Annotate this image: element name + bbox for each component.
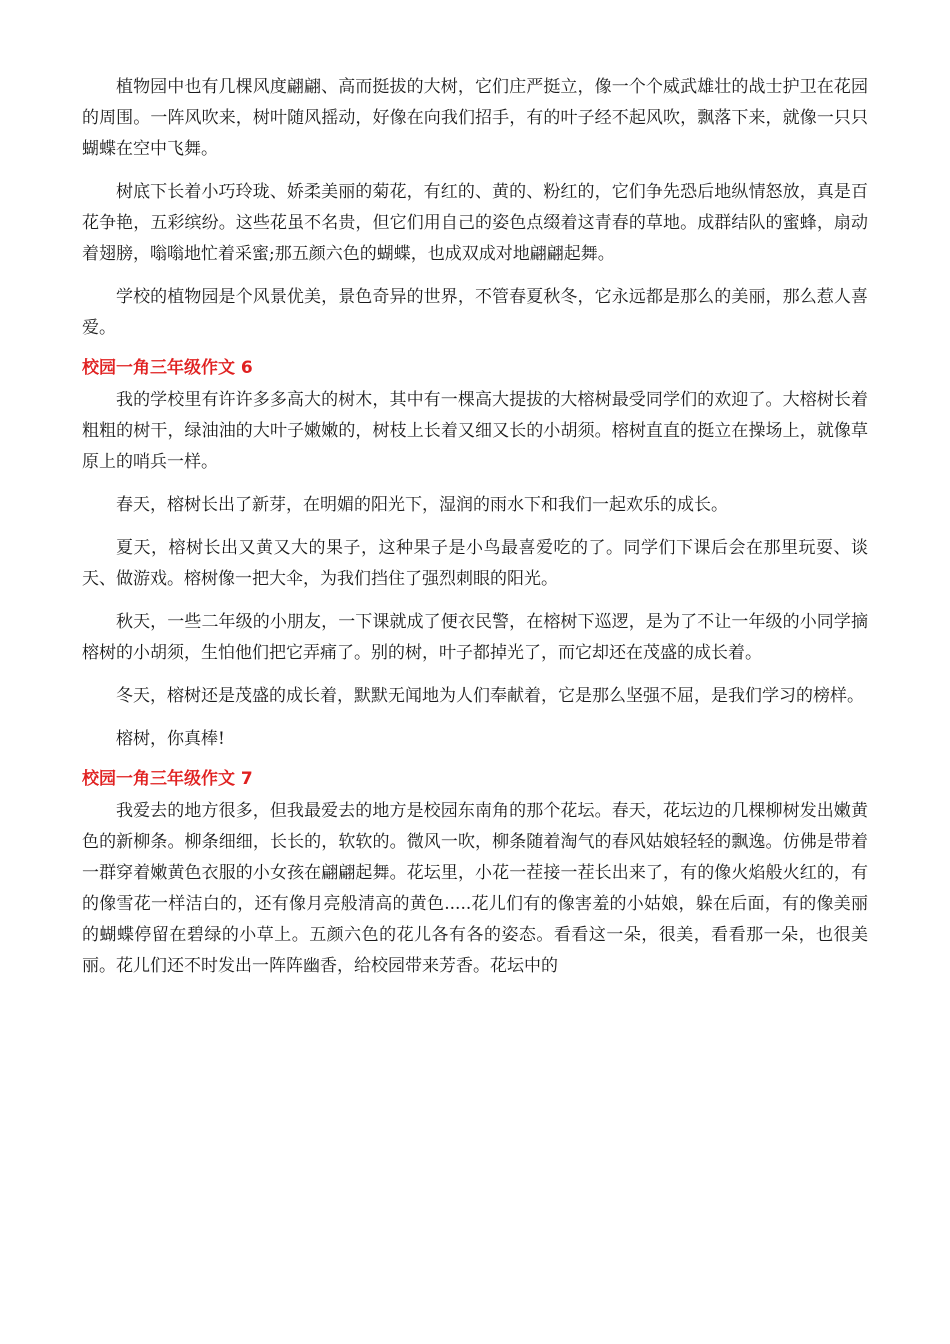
essay-7-title: 校园一角三年级作文 7 <box>82 769 253 789</box>
paragraph-essay6-3: 夏天，榕树长出又黄又大的果子，这种果子是小鸟最喜爱吃的了。同学们下课后会在那里玩耍、谈天、做游戏。榕树像一把大伞，为我们挡住了强烈刺眼的阳光。 <box>82 538 868 589</box>
paragraph-essay7-1: 我爱去的地方很多，但我最爱去的地方是校园东南角的那个花坛。春天，花坛边的几棵柳树发出嫩黄色的新柳条。柳条细细，长长的，软软的。微风一吹，柳条随着淘气的春风姑娘轻轻的飘逸。仿佛是带着一群穿着嫩黄色衣服的小女孩在翩翩起舞。花坛里，小花一茬接一茬长出来了，有的像火焰般火红的，有的像雪花一样洁白的，还有像月亮般清高的黄色.....花儿们有的像害羞的小姑娘，躲在后面，有的像美丽的蝴蝶停留在碧绿的小草上。五颜六色的花儿各有各的姿态。看看这一朵，很美，看看那一朵，也很美丽。花儿们还不时发出一阵阵幽香，给校园带来芳香。花坛中的 <box>82 801 868 976</box>
paragraph-intro-1: 植物园中也有几棵风度翩翩、高而挺拔的大树，它们庄严挺立，像一个个威武雄壮的战士护卫在花园的周围。一阵风吹来，树叶随风摇动，好像在向我们招手，有的叶子经不起风吹，飘落下来，就像一只只蝴蝶在空中飞舞。 <box>82 77 868 159</box>
paragraph-essay6-5: 冬天，榕树还是茂盛的成长着，默默无闻地为人们奉献着，它是那么坚强不屈，是我们学习的榜样。 <box>116 686 864 706</box>
paragraph-essay6-2: 春天，榕树长出了新芽，在明媚的阳光下，湿润的雨水下和我们一起欢乐的成长。 <box>116 495 728 515</box>
paragraph-essay6-4: 秋天，一些二年级的小朋友，一下课就成了便衣民警，在榕树下巡逻，是为了不让一年级的小同学摘榕树的小胡须，生怕他们把它弄痛了。别的树，叶子都掉光了，而它却还在茂盛的成长着。 <box>82 612 868 663</box>
paragraph-intro-2: 树底下长着小巧玲珑、娇柔美丽的菊花，有红的、黄的、粉红的，它们争先恐后地纵情怒放，真是百花争艳，五彩缤纷。这些花虽不名贵，但它们用自己的姿色点缀着这青春的草地。成群结队的蜜蜂，扇动着翅膀，嗡嗡地忙着采蜜;那五颜六色的蝴蝶，也成双成对地翩翩起舞。 <box>82 182 868 264</box>
document-body <box>82 72 868 994</box>
paragraph-intro-3: 学校的植物园是个风景优美，景色奇异的世界，不管春夏秋冬，它永远都是那么的美丽，那么惹人喜爱。 <box>82 287 868 338</box>
paragraph-essay6-1: 我的学校里有许许多多高大的树木，其中有一棵高大提拔的大榕树最受同学们的欢迎了。大榕树长着粗粗的树干，绿油油的大叶子嫩嫩的，树枝上长着又细又长的小胡须。榕树直直的挺立在操场上，就像草原上的哨兵一样。 <box>82 390 868 472</box>
essay-6-title: 校园一角三年级作文 6 <box>82 358 253 378</box>
paragraph-essay6-6: 榕树，你真棒! <box>116 729 225 749</box>
